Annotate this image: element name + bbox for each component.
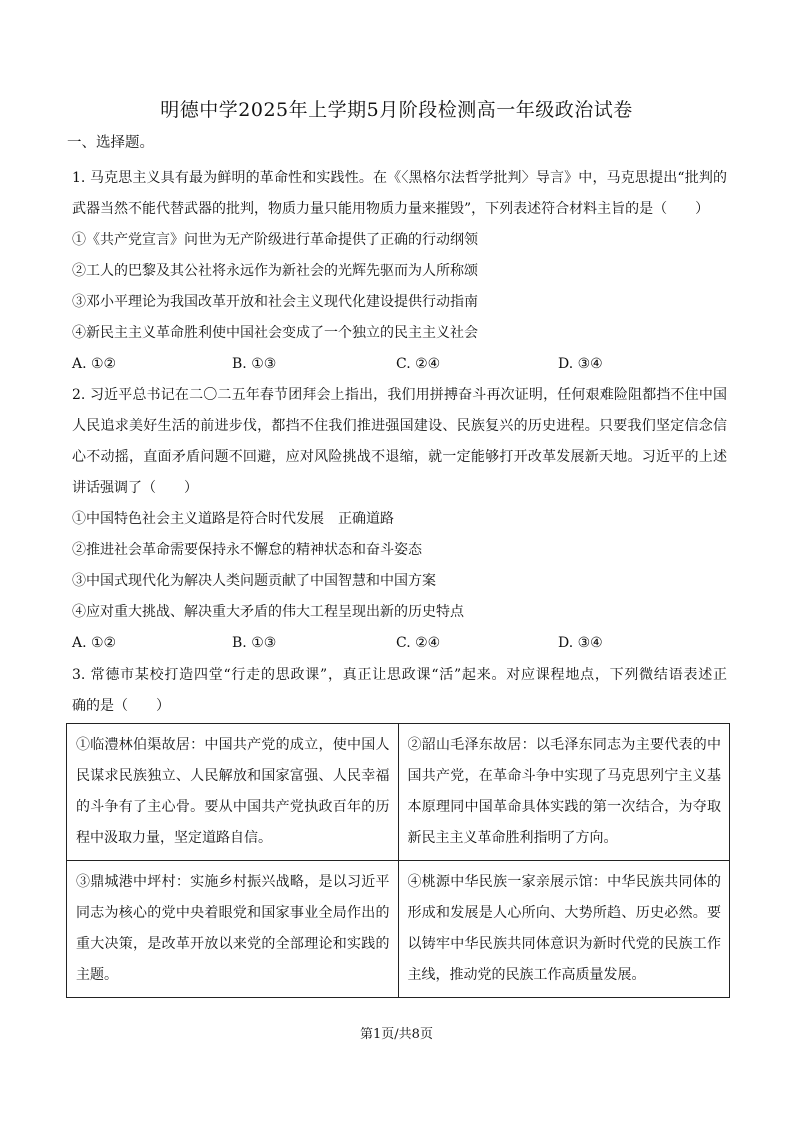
statement: ①中国特色社会主义道路是符合时代发展 正确道路 xyxy=(72,511,394,527)
page-footer: 第1页/共8页 xyxy=(360,1027,433,1042)
section-heading: 一、选择题。 xyxy=(67,135,154,151)
option-d[interactable]: D. ③④ xyxy=(558,635,603,651)
statement: ③中国式现代化为解决人类问题贡献了中国智慧和中国方案 xyxy=(72,573,436,589)
table-row xyxy=(67,861,730,998)
question-1 xyxy=(72,163,727,380)
option-b[interactable]: B. ①③ xyxy=(232,635,277,651)
question-stem-line: 2. 习近平总书记在二〇二五年春节团拜会上指出，我们用拼搏奋斗再次证明，任何艰难险阻都挡不住中国 xyxy=(72,387,727,403)
option-d[interactable]: D. ③④ xyxy=(558,356,603,372)
question-stem-line: 讲话强调了（ ） xyxy=(72,480,198,496)
option-c[interactable]: C. ②④ xyxy=(396,356,441,372)
statement: ④新民主主义革命胜利使中国社会变成了一个独立的民主主义社会 xyxy=(72,325,478,341)
question-stem-line: 人民追求美好生活的前进步伐，都挡不住我们推进强国建设、民族复兴的历史进程。只要我们坚定信念信 xyxy=(72,418,727,434)
question-stem-line: 武器当然不能代替武器的批判，物质力量只能用物质力量来摧毁”，下列表述符合材料主旨的是（ ） xyxy=(72,201,710,217)
option-a[interactable]: A. ①② xyxy=(72,356,117,372)
answer-options xyxy=(72,628,727,659)
question-stem-line: 确的是（ ） xyxy=(72,698,170,714)
question-stem-line: 3. 常德市某校打造四堂“行走的思政课”，真正让思政课“活”起来。对应课程地点，下列微结语表述正 xyxy=(72,667,727,683)
statement: ③邓小平理论为我国改革开放和社会主义现代化建设提供行动指南 xyxy=(72,294,478,310)
question-3 xyxy=(72,660,727,722)
question-2 xyxy=(72,380,727,659)
table-cell-2: ②韶山毛泽东故居：以毛泽东同志为主要代表的中国共产党，在革命斗争中实现了马克思列宁主义基本原理同中国革命具体实践的第一次结合，为夺取新民主主义革命胜利指明了方向。 xyxy=(398,724,730,861)
question-stem-line: 心不动摇，直面矛盾问题不回避，应对风险挑战不退缩，就一定能够打开改革发展新天地。习近平的上述 xyxy=(72,449,727,465)
exam-title: 明德中学2025年上学期5月阶段检测高一年级政治试卷 xyxy=(160,99,633,121)
table-row xyxy=(67,724,730,861)
question-3-table xyxy=(66,723,730,998)
option-a[interactable]: A. ①② xyxy=(72,635,117,651)
option-b[interactable]: B. ①③ xyxy=(232,356,277,372)
answer-options xyxy=(72,349,727,380)
statement: ②工人的巴黎及其公社将永远作为新社会的光辉先驱而为人所称颂 xyxy=(72,263,478,279)
option-c[interactable]: C. ②④ xyxy=(396,635,441,651)
table-cell-1: ①临澧林伯渠故居：中国共产党的成立，使中国人民谋求民族独立、人民解放和国家富强、人民幸福的斗争有了主心骨。要从中国共产党执政百年的历程中汲取力量，坚定道路自信。 xyxy=(67,724,399,861)
statement: ①《共产党宣言》问世为无产阶级进行革命提供了正确的行动纲领 xyxy=(72,232,478,248)
statement: ②推进社会革命需要保持永不懈怠的精神状态和奋斗姿态 xyxy=(72,542,422,558)
table-cell-4: ④桃源中华民族一家亲展示馆：中华民族共同体的形成和发展是人心所向、大势所趋、历史必然。要以铸牢中华民族共同体意识为新时代党的民族工作主线，推动党的民族工作高质量发展。 xyxy=(398,861,730,998)
question-stem-line: 1. 马克思主义具有最为鲜明的革命性和实践性。在《〈黑格尔法哲学批判〉导言》中，马克思提出“批判的 xyxy=(72,170,727,186)
statement: ④应对重大挑战、解决重大矛盾的伟大工程呈现出新的历史特点 xyxy=(72,604,464,620)
table-cell-3: ③鼎城港中坪村：实施乡村振兴战略，是以习近平同志为核心的党中央着眼党和国家事业全局作出的重大决策，是改革开放以来党的全部理论和实践的主题。 xyxy=(67,861,399,998)
